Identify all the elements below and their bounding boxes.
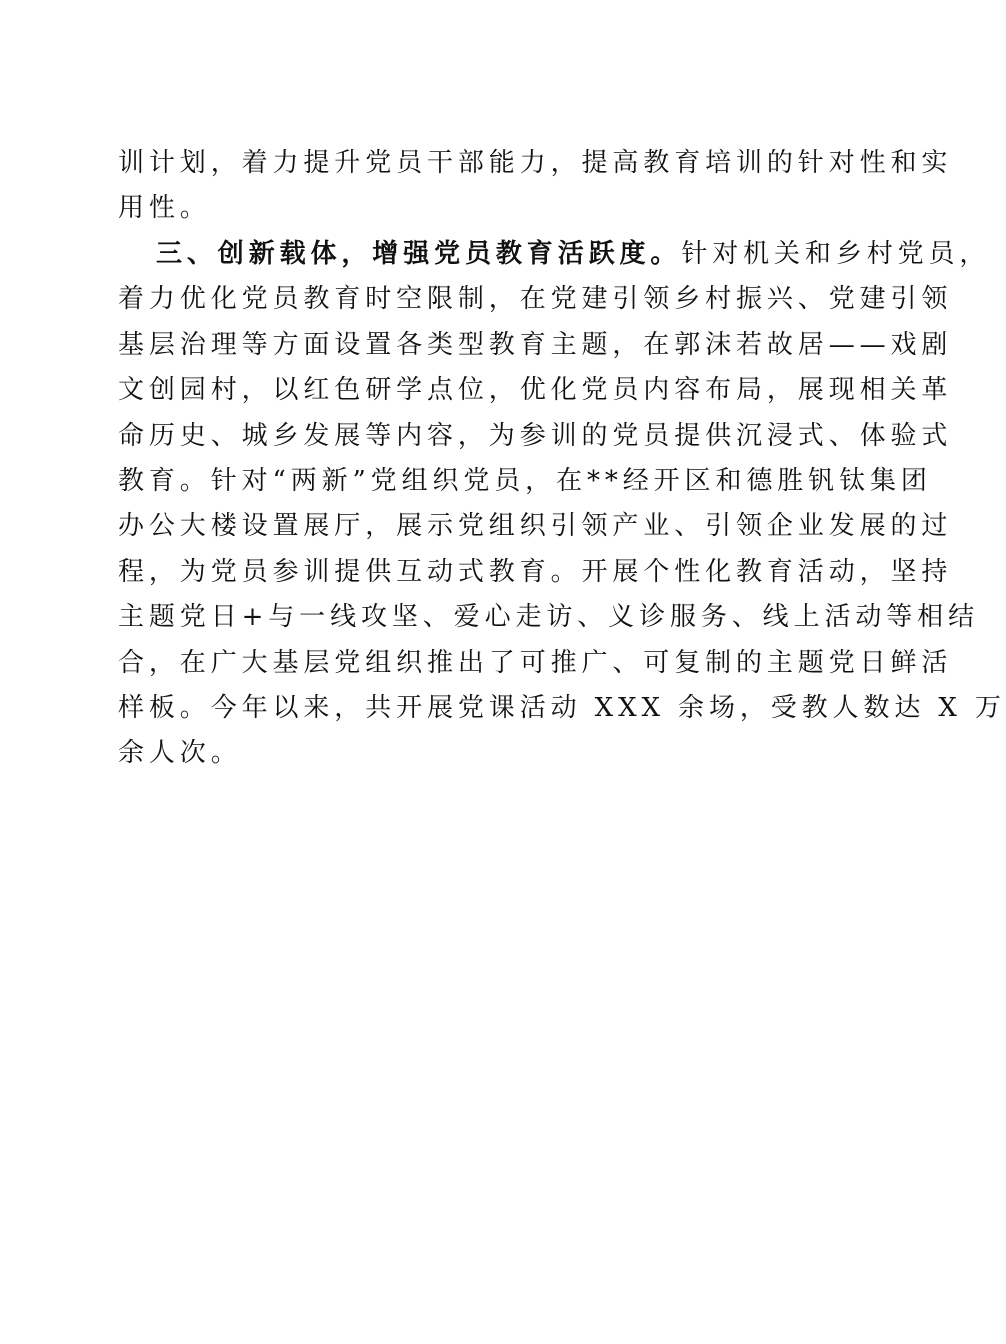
- paragraph-line: 训计划，着力提升党员干部能力，提高教育培训的针对性和实: [118, 148, 953, 178]
- paragraph-line: 用性。: [118, 193, 211, 224]
- paragraph-line: 教育。针对“两新”党组织党员，在**经开区和德胜钒钛集团: [118, 465, 932, 496]
- heading-following-text: 针对机关和乡村党员，: [681, 239, 991, 269]
- paragraph-line: 程，为党员参训提供互动式教育。开展个性化教育活动，坚持: [118, 556, 953, 587]
- paragraph-line: 文创园村，以红色研学点位，优化党员内容布局，展现相关革: [118, 375, 953, 406]
- paragraph-line: 主题党日+与一线攻坚、爱心走访、义诊服务、线上活动等相结: [118, 602, 979, 633]
- section-heading: 三、创新载体，增强党员教育活跃度。: [156, 239, 682, 269]
- paragraph-line: 合，在广大基层党组织推出了可推广、可复制的主题党日鲜活: [118, 647, 953, 678]
- paragraph-line: 着力优化党员教育时空限制，在党建引领乡村振兴、党建引领: [118, 284, 953, 315]
- paragraph-line: 命历史、城乡发展等内容，为参训的党员提供沉浸式、体验式: [118, 420, 953, 451]
- paragraph-line: 基层治理等方面设置各类型教育主题，在郭沫若故居——戏剧: [118, 329, 953, 360]
- paragraph-line: 样板。今年以来，共开展党课活动 XXX 余场，受教人数达 X 万: [118, 692, 1006, 723]
- paragraph-first-line: [118, 232, 991, 277]
- paragraph-line: 办公大楼设置展厅，展示党组织引领产业、引领企业发展的过: [118, 511, 953, 542]
- paragraph-training-plan: [118, 141, 953, 232]
- paragraph-innovation: [118, 232, 1006, 777]
- paragraph-line: 余人次。: [118, 738, 242, 769]
